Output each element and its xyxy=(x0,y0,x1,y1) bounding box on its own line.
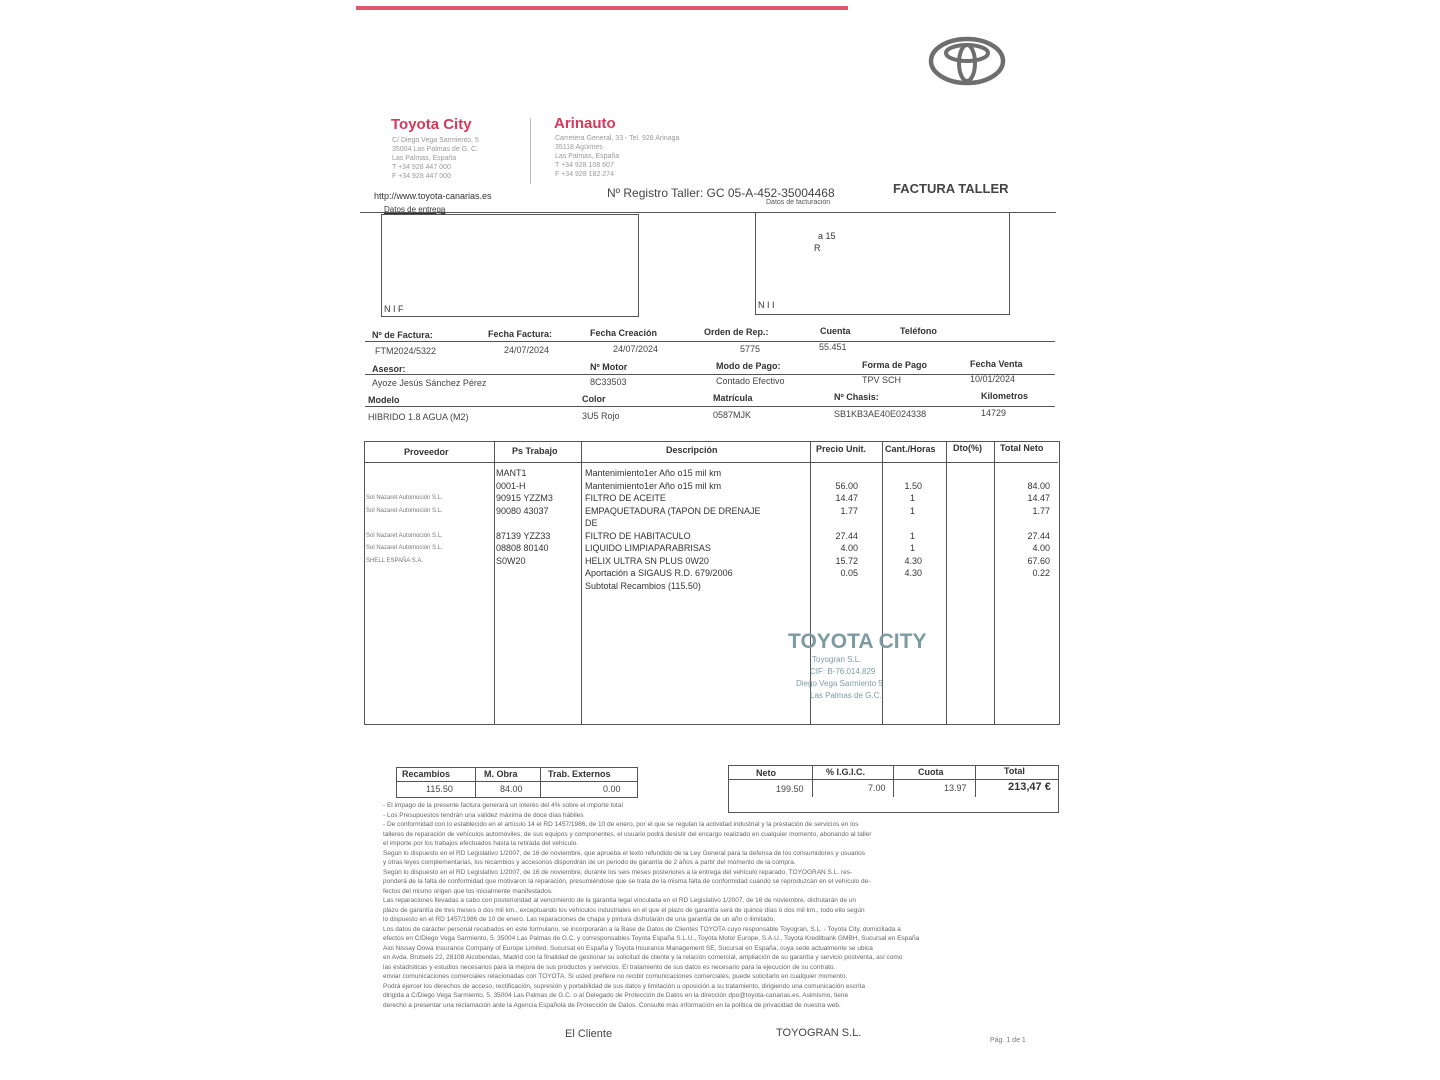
table-row: 0001-H Mantenimiento1er Año o15 mil km 56.00 1.50 84.00 xyxy=(496,480,1050,491)
arinauto-brand: Arinauto xyxy=(554,115,616,132)
subtotal-externos-label: Trab. Externos xyxy=(548,769,611,779)
total-cuota-value: 13.97 xyxy=(944,783,967,793)
table-row: MANT1 Mantenimiento1er Año o15 mil km xyxy=(496,468,722,478)
billing-address-box xyxy=(755,212,1010,315)
kilometers: 14729 xyxy=(981,408,1007,418)
items-table-body xyxy=(364,467,1058,592)
subtotal-recambios-label: Recambios xyxy=(402,769,451,779)
items-header-rule xyxy=(364,462,1058,463)
document-title: FACTURA TALLER xyxy=(893,181,1009,196)
company-stamp: TOYOTA CITY Toyogran S.L. CIF: B-76.014.829 Diego Vega Sarmiento 5 Las Palmas de G.C. xyxy=(788,630,927,700)
table-row: Sol Nazaret Automoción S.L. 90915 YZZM3 FILTRO DE ACEITE 14.47 1 14.47 xyxy=(366,493,1050,503)
grand-total-value: 213,47 € xyxy=(1008,781,1051,793)
top-accent-bar xyxy=(356,6,848,10)
toyota-logo-icon xyxy=(928,36,1006,86)
client-signature-label: El Cliente xyxy=(565,1028,613,1040)
license-plate: 0587MJK xyxy=(713,410,752,420)
account-number: 55.451 xyxy=(819,342,847,352)
payment-method: TPV SCH xyxy=(862,375,902,385)
invoice-number: FTM2024/5322 xyxy=(375,346,437,356)
total-neto-value: 199.50 xyxy=(776,784,804,794)
registro-taller: Nº Registro Taller: GC 05-A-452-35004468 xyxy=(607,186,835,200)
datos-entrega-label: Datos de entrega xyxy=(384,205,446,214)
table-row: DE xyxy=(585,518,598,528)
table-row: Sol Nazaret Automoción S.L. 90080 43037 EMPAQUETADURA (TAPON DE DRENAJE 1.77 1 1.77 xyxy=(366,505,1050,516)
brand-divider xyxy=(530,118,531,184)
subtotal-recambios-value: 115.50 xyxy=(426,784,453,794)
total-neto-label: Neto xyxy=(756,768,776,778)
billing-fragment-2: R xyxy=(814,243,821,253)
website-link[interactable]: http://www.toyota-canarias.es xyxy=(374,191,492,201)
sale-date: 10/01/2024 xyxy=(970,374,1016,384)
billing-nif-label: N I I xyxy=(758,300,775,310)
vehicle-color: 3U5 Rojo xyxy=(582,411,620,421)
delivery-nif-label: N I F xyxy=(384,304,404,314)
subtotal-mano-obra-value: 84.00 xyxy=(500,784,523,794)
invoice-date: 24/07/2024 xyxy=(504,345,550,355)
total-label: Total xyxy=(1004,766,1025,776)
total-igic-label: % I.G.I.C. xyxy=(826,767,866,777)
table-row: Sol Nazaret Automoción S.L. 87139 YZZ33 FILTRO DE HABITACULO 27.44 1 27.44 xyxy=(366,530,1050,541)
repair-order: 5775 xyxy=(740,344,761,354)
datos-facturacion-label: Datos de facturación xyxy=(766,199,831,205)
advisor-name: Ayoze Jesús Sánchez Pérez xyxy=(372,378,487,388)
legal-terms: - El impago de la presente factura generará un interés del 4% sobre el importe total - Los Presupuestos tendrán una validez máxima de doce días hábiles - De conformidad con lo establecido en el artículo 14 el RD 1457/1986, de 10 de enero, por el que se regulan la actividad industrial y la prestación de servicios en los talleres de reparación de vehículos automóviles, de sus equipos y componentes, el usuario podrá desistir del encargo realizado en cualquier momento, abonando al taller el importe por los trabajos efectuados hasta la retirada del vehículo. Según lo dispuesto en el RD Legislativo 1/2007, de 16 de noviembre, que aprueba el texto refundido de la Ley General para la defensa de los consumidores y usuarios y otras leyes complementarias, los recambios y accesorios dispondrán de un periodo de garantía de 2 años a partir del momento de la compra. Según lo dispuesto en el RD Legislativo 1/2007, de 16 de noviembre, durante los seis meses posteriores a la entrega del vehículo reparado, TOYOGRAN S.L. res- ponderá de la falta de conformidad que motivaron la reparación, presumiéndose que se trata de la misma falta de conformidad cuando se reproduzcan en el vehículo de- fectos del mismo origen que los inicialmente manifestados. Las reparaciones llevadas a cabo con posterioridad al vencimiento de la garantía legal vinculada en el RD Legislativo 1/2007, de 16 de noviembre, disfrutarán de un plazo de garantía de tres meses ó dos mil km., exceptuando los vehículos industriales en el que el plazo de garantía será de quince días ó dos mil km., todo ello según lo dispuesto en el RD 1457/1986 de 10 de enero. Las reparaciones de chapa y pintura disfrutarán de una garantía de un año o ilimitado. Los datos de carácter personal recabados en este formulario, se incorporarán a la Base de Datos de Clientes TOYOTA cuyo responsable Toyogran, S.L. - Toyota City, domiciliada a efectos en C/Diego Vega Sarmiento, 5. 35004 Las Palmas de G.C. y corresponsables Toyota España S.L.U., Toyota Motor Europe, S.A.U., Toyota Kreditbank GMBH, Sucursal en España Aioi Nissay Dowa Insurance Company of Europe Limited, Sucursal en España y Toyota Insurance Management SE, Sucursal en España, cuya sede actualmente se ubica en Avda. Brutsels 22, 28108 Alcobendas, Madrid con la finalidad de gestionar su solicitud de cliente y la relación comercial, ampliación de su garantía y servicio postventa, así como las estadísticas y estudios necesarios para la mejora de sus productos y servicios. El tratamiento de sus datos es necesario para la ejecución de su contrato. enviar comunicaciones comerciales relacionadas con TOYOTA. Si usted prefiere no recibir comunicaciones comerciales, puede solicitarlo en cualquier momento. Podrá ejercer los derechos de acceso, rectificación, supresión y portabilidad de sus datos y limitación u oposición a su tratamiento, dirigiendo una comunicación escrita dirigida a C/Diego Vega Sarmiento, 5. 35004 Las Palmas de G.C. o al Delegado de Protección de Datos en la dirección dpo@toyota-canarias.es. Asimismo, tiene derecho a presentar una reclamación ante la Agencia Española de Protección de Datos. Consulte más información en la política de privacidad de nuestra web. xyxy=(383,802,920,1009)
engine-number: 8C33503 xyxy=(590,377,627,387)
total-igic-value: 7.00 xyxy=(868,783,886,793)
page-number: Pág. 1 de 1 xyxy=(990,1037,1026,1044)
payment-mode: Contado Efectivo xyxy=(716,376,785,386)
chassis-number: SB1KB3AE40E024338 xyxy=(834,409,927,419)
arinauto-address: Carretera General, 33 - Tel. 928 Arinaga 35118 Agüimes Las Palmas, España T +34 928 108 607 F +34 928 182 274 xyxy=(555,135,680,178)
table-row: SHELL ESPAÑA S.A. S0W20 HELIX ULTRA SN PLUS 0W20 15.72 4.30 67.60 xyxy=(366,555,1050,566)
stamp-title: TOYOTA CITY xyxy=(788,630,927,653)
creation-date: 24/07/2024 xyxy=(613,344,659,354)
table-row: Subtotal Recambios (115.50) xyxy=(585,580,701,591)
vehicle-model: HIBRIDO 1.8 AGUA (M2) xyxy=(368,412,469,422)
subtotal-externos-value: 0.00 xyxy=(603,784,621,794)
total-cuota-label: Cuota xyxy=(918,767,944,777)
billing-fragment-1: a 15 xyxy=(818,231,836,241)
subtotal-mano-obra-label: M. Obra xyxy=(484,769,518,779)
table-row: Sol Nazaret Automoción S.L. 08808 80140 LIQUIDO LIMPIAPARABRISAS 4.00 1 4.00 xyxy=(366,543,1050,553)
toyota-city-address: C/ Diego Vega Sarmiento, 5 35004 Las Palmas de G. C. Las Palmas, España T +34 928 447 000 F +34 928 447 000 xyxy=(392,137,479,180)
company-signature-label: TOYOGRAN S.L. xyxy=(776,1027,862,1039)
toyota-city-brand: Toyota City xyxy=(391,116,472,133)
delivery-address-box xyxy=(381,214,639,317)
table-row: Aportación a SIGAUS R.D. 679/2006 0.05 4.30 0.22 xyxy=(585,568,1050,578)
